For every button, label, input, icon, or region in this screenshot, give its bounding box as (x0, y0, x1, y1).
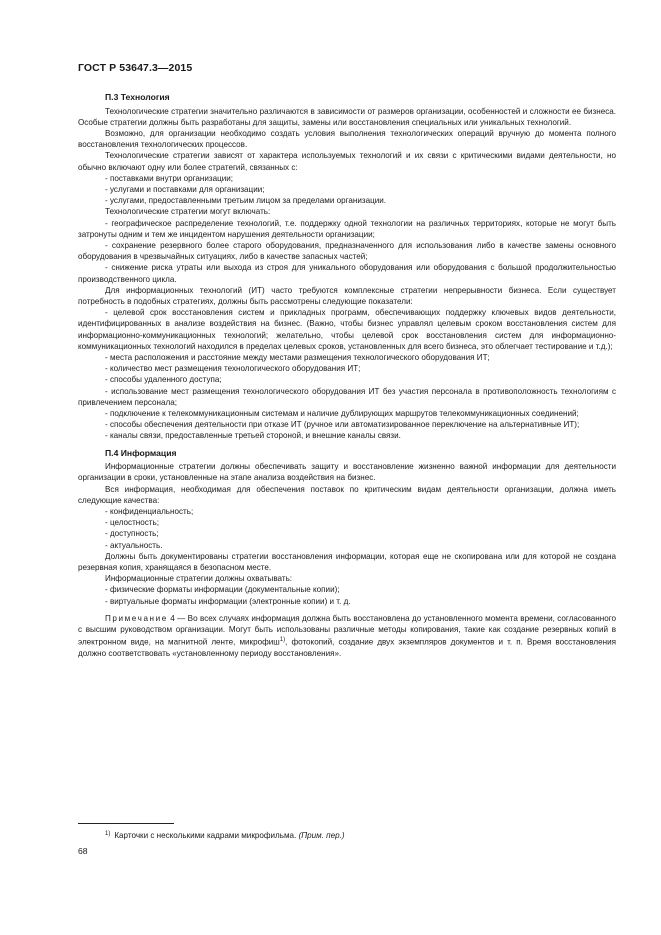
footnote (105, 829, 605, 841)
list-item: - целевой срок восстановления систем и прикладных программ, обеспечивающих поддержку ключевых видов деятельности, идентифицированных в анализе воздействия на бизнес. (Важно, чтобы бизнес управлял целевым сроком восстановления систем для информационно-коммуникационных технологий; желательно, чтобы целевой срок восстановления систем для информационно-коммуникационных технологий находился в пределах целевых сроков, установленных для всего бизнеса, это облегчает тестирование и т.д.); (78, 308, 616, 351)
list-item: - услугами и поставками для организации; (105, 184, 265, 194)
list-item: - конфиденциальность; (105, 506, 194, 516)
paragraph: Информационные стратегии должны охватывать: (105, 574, 293, 584)
list-item: - способы обеспечения деятельности при отказе ИТ (ручное или автоматизированное переключение на альтернативные ИТ); (105, 420, 580, 430)
paragraph: Для информационных технологий (ИТ) часто требуются комплексные стратегии непрерывности бизнеса. Если существует потребность в подобных стратегиях, должны быть рассмотрены следующие показатели: (78, 285, 616, 306)
list-item: - использование мест размещения технологического оборудования ИТ без участия персонала в противоположность технологиям с привлечением персонала; (78, 386, 616, 407)
note-number: 4 (170, 613, 175, 623)
footnote-ref: 1) (279, 637, 286, 644)
page-number: 68 (78, 846, 88, 856)
list-item: - сохранение резервного более старого оборудования, предназначенного для использования либо в качестве замены основного оборудования в чрезвычайных ситуациях, либо в качестве запасных частей; (78, 240, 616, 262)
section-title-p3: П.3 Технология (105, 92, 170, 102)
note-label: Примечание (105, 613, 168, 623)
list-item: - доступность; (105, 529, 159, 539)
list-item: - актуальность. (105, 540, 163, 550)
note-paragraph (78, 613, 616, 660)
list-item: - снижение риска утраты или выхода из строя для уникального оборудования или оборудования с большой продолжительностью производственного цикла. (78, 263, 616, 284)
list-item: - количество мест размещения технологического оборудования ИТ; (105, 364, 361, 374)
page-content (78, 92, 616, 659)
note-text: — Во всех случаях информация должна быть восстановлена до установленного момента времени, согласованного с высшим руководством организации. Могут быть использованы различные методы копирования, такие как создание резервных копий в электронном виде, на магнитной ленте, микрофиш (78, 613, 616, 647)
section-title-p4: П.4 Информация (105, 447, 177, 458)
footnote-mark: 1) (105, 831, 111, 837)
list-item: - географическое распределение технологий, т.е. поддержку одной технологии на различных территориях, которые не могут быть затронуты одним и тем же инцидентом нарушения деятельности организации; (78, 218, 616, 239)
paragraph: Информационные стратегии должны обеспечивать защиту и восстановление жизненно важной информации для деятельности организации в сроки, установленные на этапе анализа воздействия на бизнес. (78, 462, 616, 483)
paragraph: Должны быть документированы стратегии восстановления информации, которая еще не скопирована или для которой не создана резервная копия, хранящаяся в безопасном месте. (78, 551, 616, 572)
list-item: - поставками внутри организации; (105, 173, 234, 183)
document-code-header: ГОСТ Р 53647.3—2015 (78, 62, 193, 74)
paragraph: Возможно, для организации необходимо создать условия выполнения технологических операций вручную до момента полного восстановления технологических процессов. (78, 128, 616, 150)
paragraph: Технологические стратегии зависят от характера используемых технологий и их связи с критическими видами деятельности, но обычно включают одну или более стратегий, связанных с: (78, 151, 616, 172)
list-item: - услугами, предоставленными третьим лицом за пределами организации. (105, 196, 386, 206)
list-item: - целостность; (105, 518, 159, 528)
note-text-cont: , фотокопий, создание двух экземпляров документов и т. п. Время восстановления должно соответствовать «установленному периоду восстановления». (78, 637, 617, 659)
paragraph: Технологические стратегии могут включать: (105, 207, 271, 217)
list-item: - виртуальные форматы информации (электронные копии) и т. д. (105, 596, 351, 606)
list-item: - способы удаленного доступа; (105, 375, 222, 385)
footnote-text: Карточки с несколькими кадрами микрофильма. (114, 831, 299, 840)
paragraph: Технологические стратегии значительно различаются в зависимости от размеров организации, особенностей и сложности ее бизнеса. Особые стратегии должны быть разработаны для защиты, замены или восстановления специальных или уникальных технологий. (78, 106, 616, 127)
list-item: - подключение к телекоммуникационным системам и наличие дублирующих маршрутов телекоммуникационных соединений; (105, 408, 579, 418)
paragraph: Вся информация, необходимая для обеспечения поставок по критическим видам деятельности организации, должна иметь следующие качества: (78, 484, 616, 505)
footnote-translator-note: (Прим. пер.) (298, 831, 345, 840)
footnote-divider (78, 823, 174, 824)
list-item: - каналы связи, предоставленные третьей стороной, и внешние каналы связи. (105, 431, 401, 441)
list-item: - физические форматы информации (документальные копии); (105, 585, 340, 595)
list-item: - места расположения и расстояние между местами размещения технологического оборудования ИТ; (105, 352, 490, 362)
